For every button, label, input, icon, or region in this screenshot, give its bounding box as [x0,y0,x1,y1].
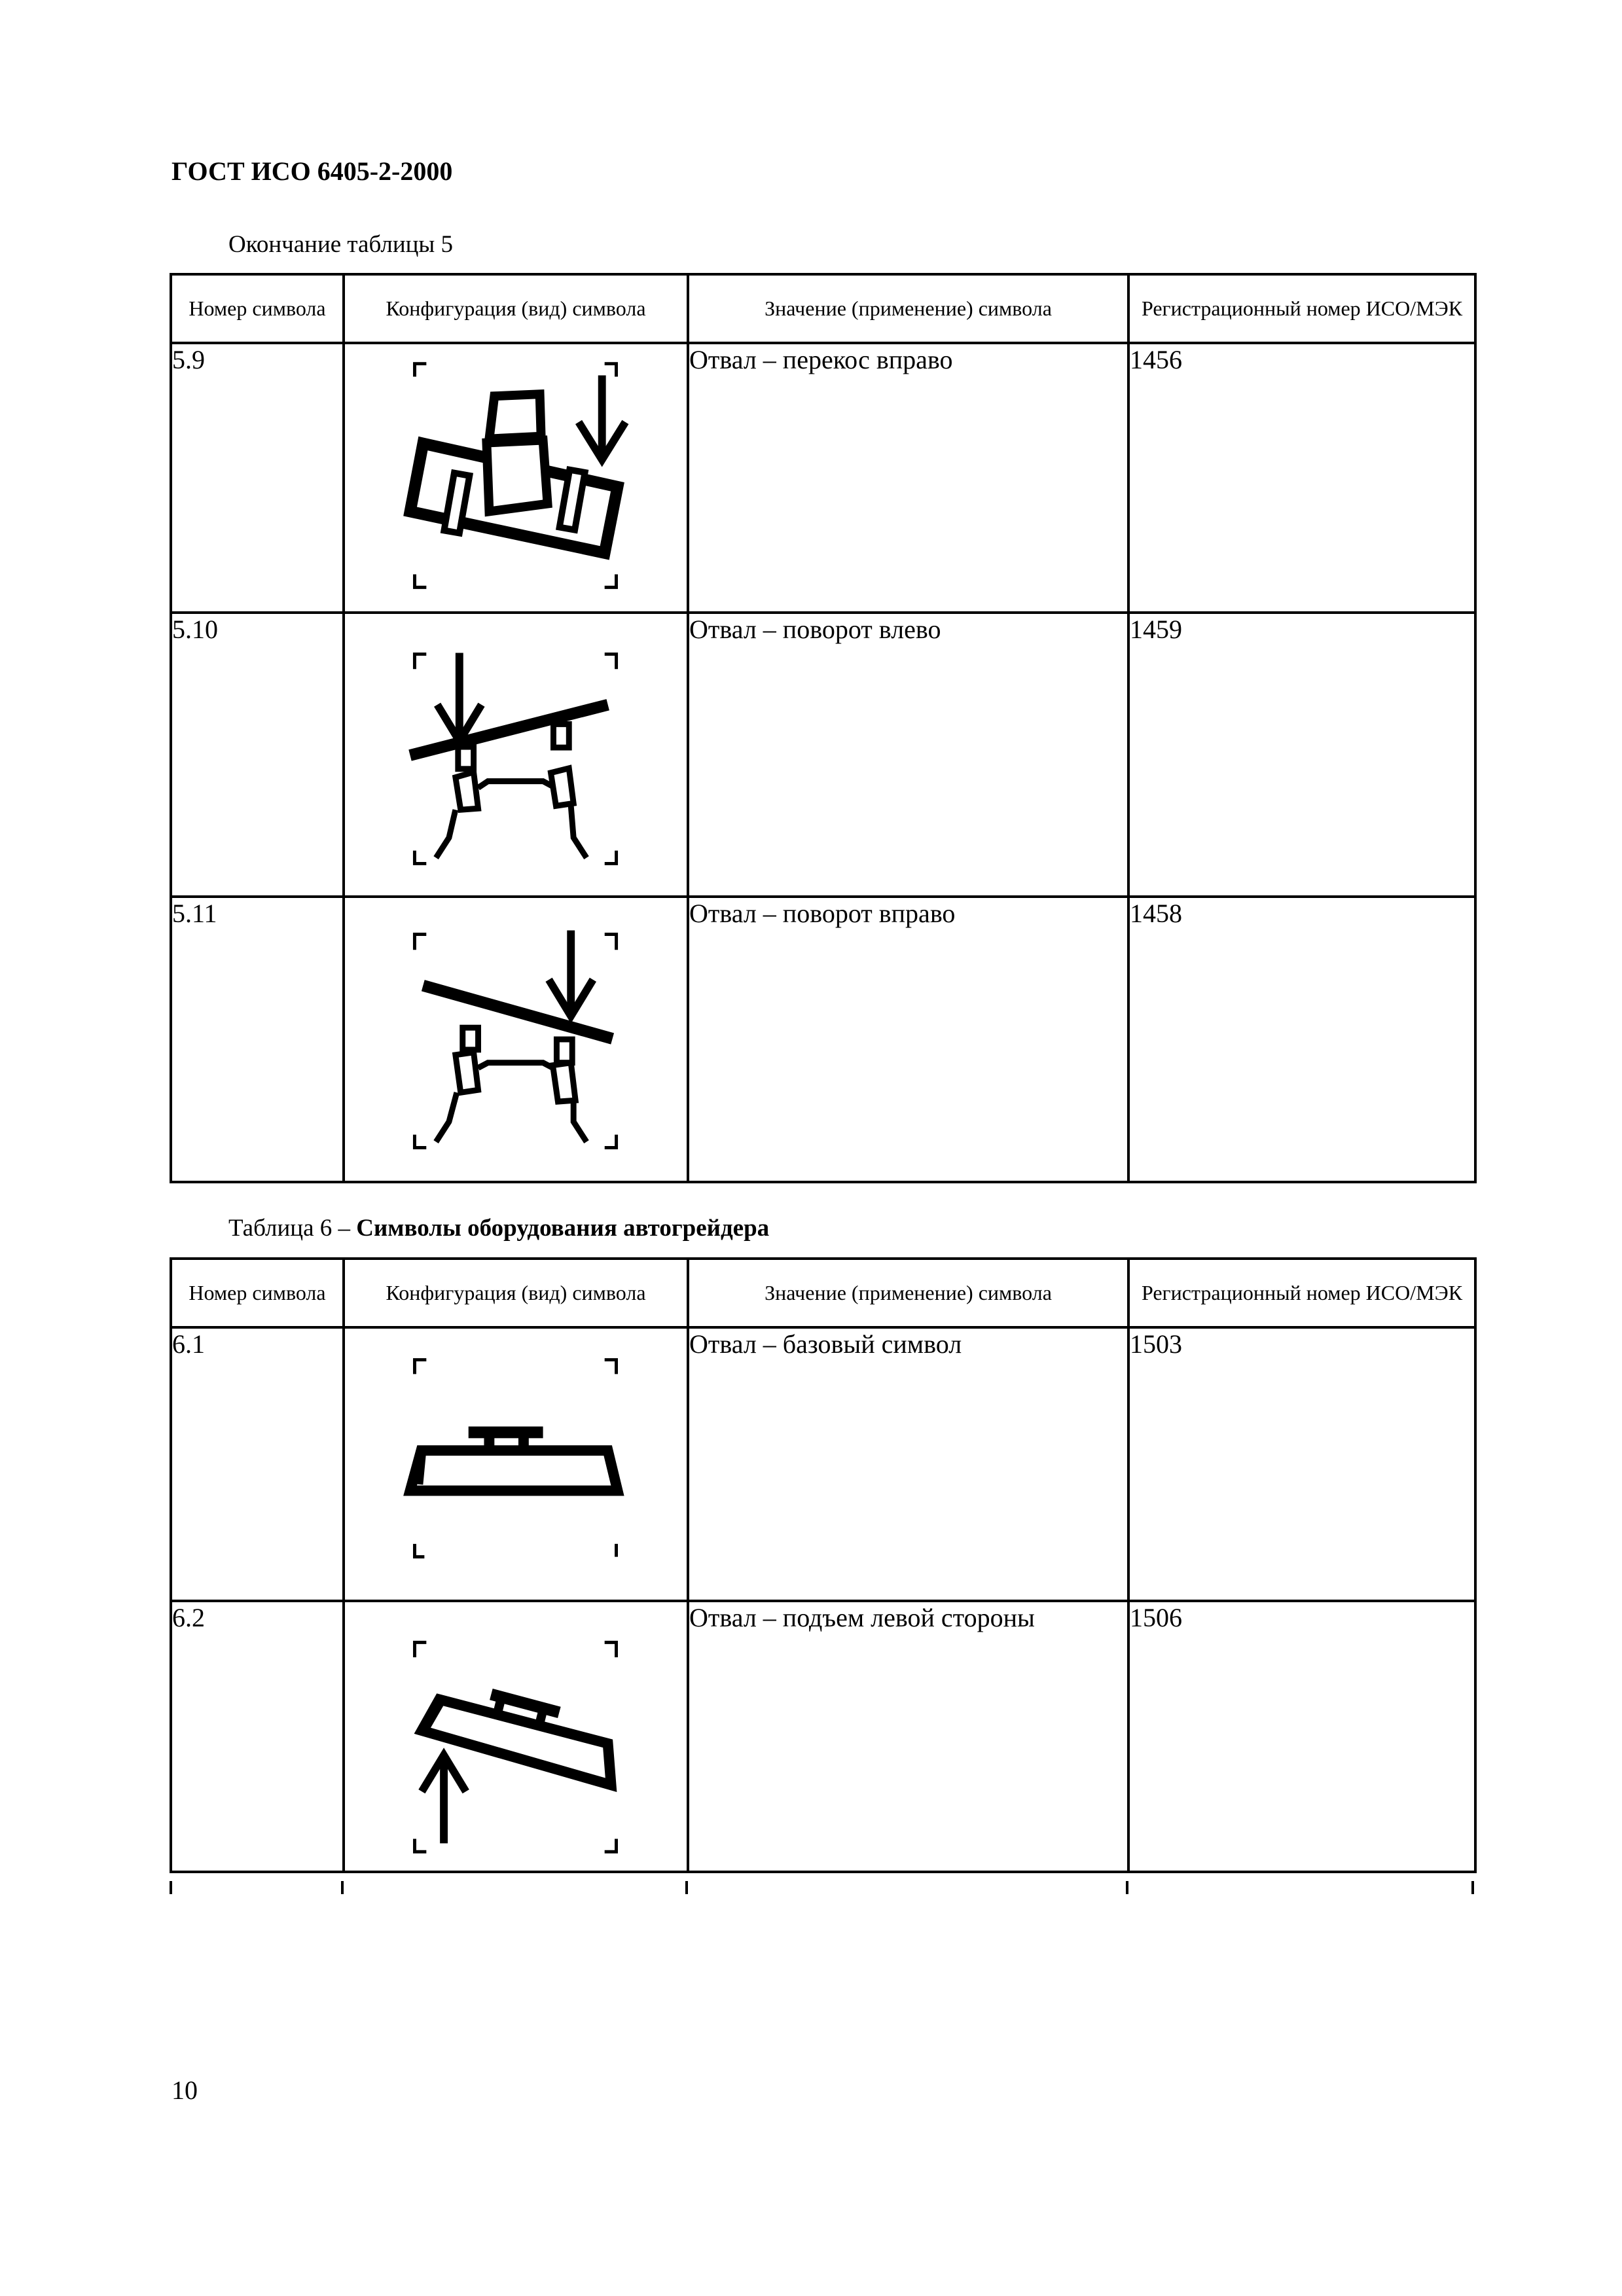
registration-number: 1506 [1128,1601,1475,1872]
blade-tilt-right-icon [345,344,687,611]
table6-caption [228,1214,769,1242]
table-continuation-mark [341,1881,344,1894]
table-row [171,343,1475,613]
table-row [171,897,1475,1182]
header-config: Конфигурация (вид) символа [344,274,688,343]
header-number: Номер символа [171,274,344,343]
symbol-meaning: Отвал – перекос вправо [688,343,1128,613]
table6-caption-prefix: Таблица 6 – [228,1215,357,1242]
table-continuation-mark [170,1881,172,1894]
page-number: 10 [171,2075,198,2105]
table-row [171,1327,1475,1601]
table-header-row [171,1259,1475,1327]
registration-number: 1456 [1128,343,1475,613]
symbol-meaning: Отвал – подъем левой стороны [688,1601,1128,1872]
symbol-meaning: Отвал – поворот вправо [688,897,1128,1182]
table6-caption-title: Символы оборудования автогрейдера [356,1215,770,1242]
header-config: Конфигурация (вид) символа [344,1259,688,1327]
table-continuation-mark [1126,1881,1128,1894]
table5-caption: Окончание таблицы 5 [228,231,454,258]
symbol-cell [344,343,688,613]
symbol-cell [344,1327,688,1601]
grader-blade-basic-icon [345,1329,687,1600]
table-continuation-mark [685,1881,688,1894]
symbol-meaning: Отвал – поворот влево [688,613,1128,897]
blade-angle-left-icon [345,614,687,895]
header-meaning: Значение (применение) символа [688,1259,1128,1327]
symbol-meaning: Отвал – базовый символ [688,1327,1128,1601]
header-reg: Регистрационный номер ИСО/МЭК [1128,1259,1475,1327]
registration-number: 1503 [1128,1327,1475,1601]
blade-angle-right-icon [345,898,687,1181]
table-row [171,1601,1475,1872]
registration-number: 1458 [1128,897,1475,1182]
document-title: ГОСТ ИСО 6405-2-2000 [171,156,453,186]
symbol-number: 6.2 [171,1601,344,1872]
table-continuation-mark [1471,1881,1474,1894]
symbol-number: 5.11 [171,897,344,1182]
table-5 [170,273,1477,1183]
symbol-cell [344,613,688,897]
symbol-cell [344,897,688,1182]
symbol-number: 5.9 [171,343,344,613]
registration-number: 1459 [1128,613,1475,897]
table-header-row [171,274,1475,343]
table-6 [170,1257,1477,1873]
header-number: Номер символа [171,1259,344,1327]
symbol-number: 5.10 [171,613,344,897]
grader-blade-raise-left-icon [345,1602,687,1871]
header-reg: Регистрационный номер ИСО/МЭК [1128,274,1475,343]
symbol-cell [344,1601,688,1872]
symbol-number: 6.1 [171,1327,344,1601]
header-meaning: Значение (применение) символа [688,274,1128,343]
table-row [171,613,1475,897]
